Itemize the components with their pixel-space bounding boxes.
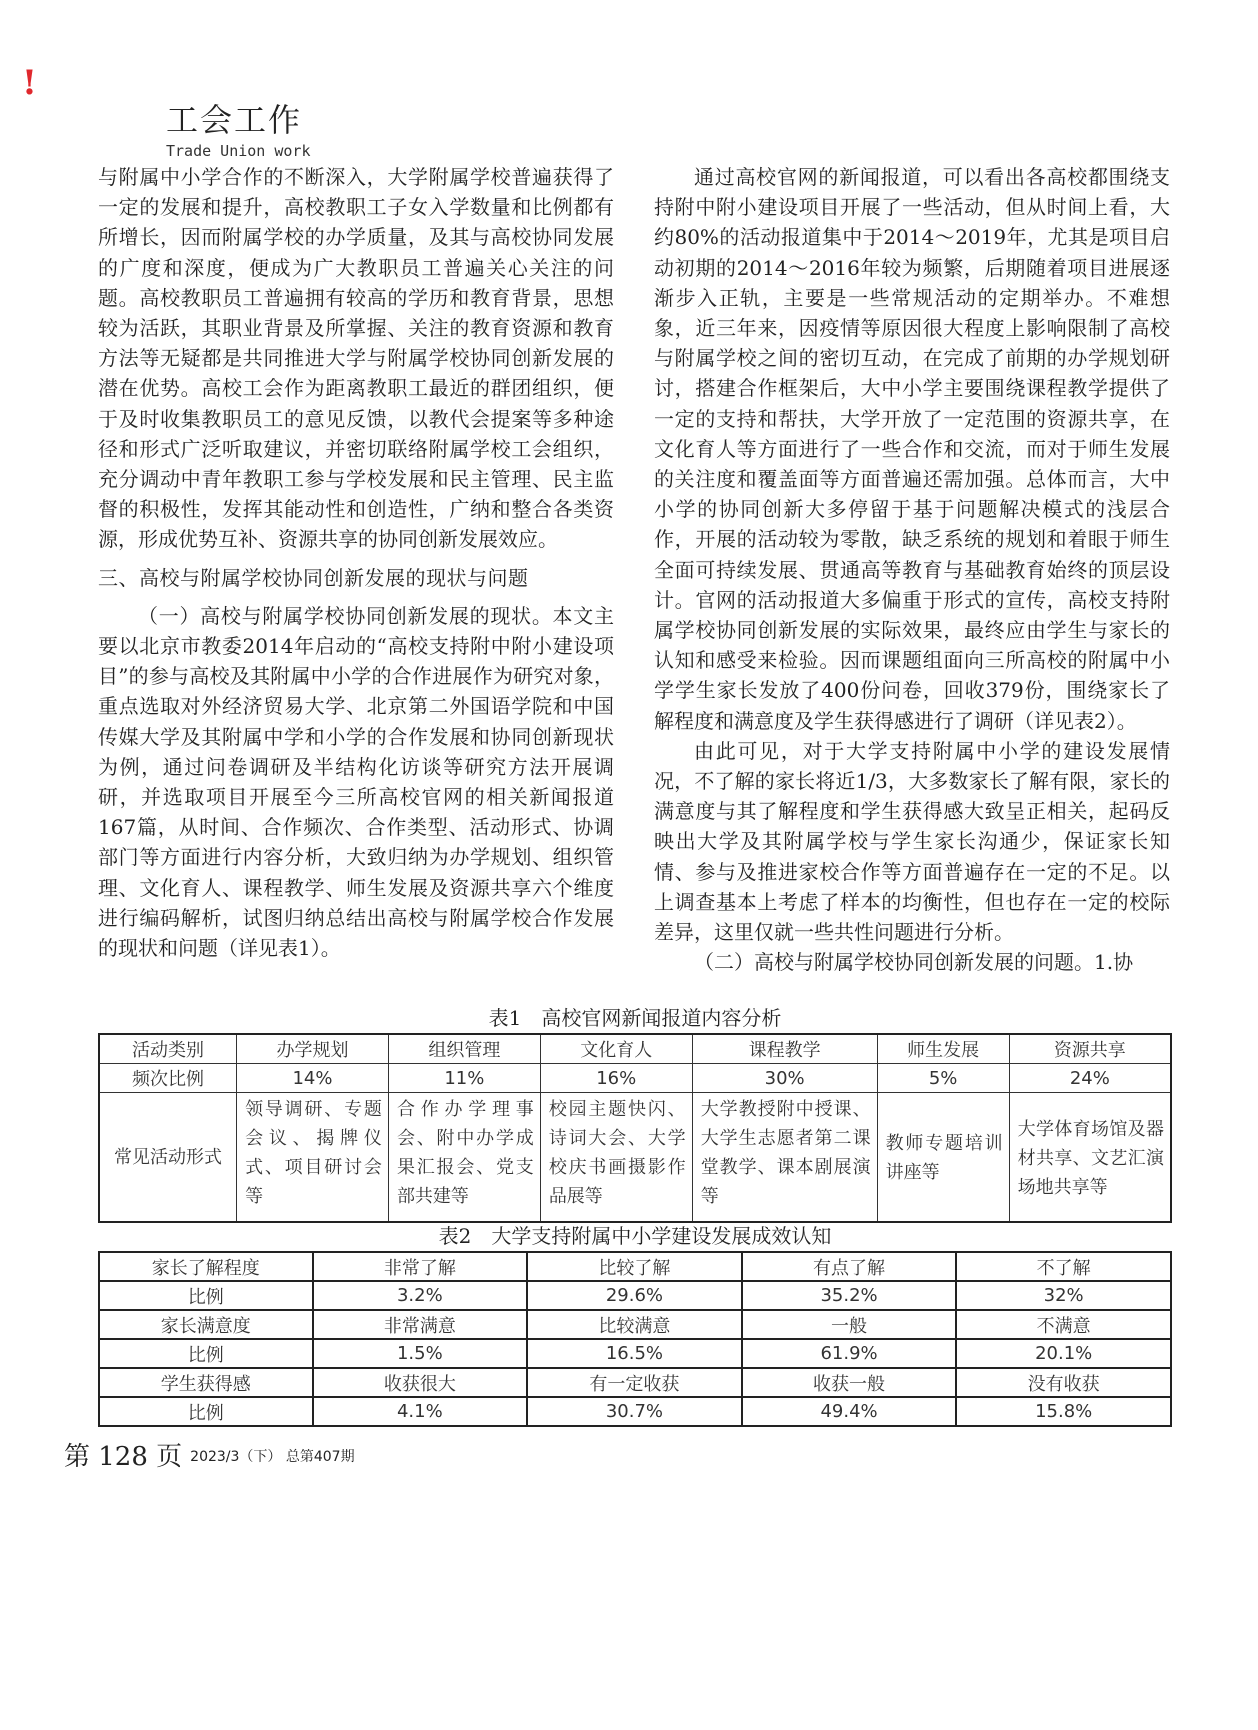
table-cell: 常见活动形式 <box>99 1093 237 1223</box>
table-cell: 24% <box>1009 1064 1171 1093</box>
page-footer <box>64 1444 355 1470</box>
table-cell: 11% <box>388 1064 540 1093</box>
table-row <box>99 1281 1171 1310</box>
table-cell: 资源共享 <box>1009 1034 1171 1064</box>
table2-caption: 表2 大学支持附属中小学建设发展成效认知 <box>438 1224 832 1248</box>
table-cell: 比较了解 <box>527 1252 742 1281</box>
right-paragraph-3: （二）高校与附属学校协同创新发展的问题。1.协 <box>694 950 1134 975</box>
table-cell: 3.2% <box>313 1281 528 1310</box>
table-cell: 活动类别 <box>99 1034 237 1064</box>
table-cell: 5% <box>877 1064 1009 1093</box>
table-cell: 1.5% <box>313 1339 528 1368</box>
table-cell: 组织管理 <box>388 1034 540 1064</box>
left-paragraph-1: 与附属中小学合作的不断深入，大学附属学校普遍获得了一定的发展和提升，高校教职工子女入学数量和比例都有所增长，因而附属学校的办学质量，及其与高校协同发展的广度和深度，便成为广大教职员工普遍关心关注的问题。高校教职员工普遍拥有较高的学历和教育背景，思想较为活跃，其职业背景及所掌握、关注的教育资源和教育方法等无疑都是共同推进大学与附属学校协同创新发展的潜在优势。高校工会作为距离教职工最近的群团组织，便于及时收集教职员工的意见反馈，以教代会提案等多种途径和形式广泛听取建议，并密切联络附属学校工会组织，充分调动中青年教职工参与学校发展和民主管理、民主监督的积极性，发挥其能动性和创造性，广纳和整合各类资源，形成优势互补、资源共享的协同创新发展效应。 <box>98 165 614 552</box>
table-cell: 61.9% <box>742 1339 957 1368</box>
table-cell: 办学规划 <box>237 1034 389 1064</box>
table-cell: 教师专题培训讲座等 <box>877 1093 1009 1223</box>
table-cell: 16% <box>540 1064 692 1093</box>
table-cell: 校园主题快闪、诗词大会、大学校庆书画摄影作品展等 <box>540 1093 692 1223</box>
table-row <box>99 1397 1171 1426</box>
table-cell: 49.4% <box>742 1397 957 1426</box>
table-cell: 合作办学理事会、附中办学成果汇报会、党支部共建等 <box>388 1093 540 1223</box>
table-cell: 大学体育场馆及器材共享、文艺汇演场地共享等 <box>1009 1093 1171 1223</box>
right-paragraph-2: 由此可见，对于大学支持附属中小学的建设发展情况，不了解的家长将近1/3，大多数家长了解有限，家长的满意度与其了解程度和学生获得感大致呈正相关，起码反映出大学及其附属学校与学生家长沟通少，保证家长知情、参与及推进家校合作等方面普遍存在一定的不足。以上调查基本上考虑了样本的均衡性，但也存在一定的校际差异，这里仅就一些共性问题进行分析。 <box>654 738 1170 945</box>
table-row <box>99 1064 1171 1093</box>
right-paragraph-1: 通过高校官网的新闻报道，可以看出各高校都围绕支持附中附小建设项目开展了一些活动，但从时间上看，大约80%的活动报道集中于2014～2019年，尤其是项目启动初期的2014～2016年较为频繁，后期随着项目进展逐渐步入正轨，主要是一些常规活动的定期举办。不难想象，近三年来，因疫情等原因很大程度上影响限制了高校与附属学校之间的密切互动，在完成了前期的办学规划研讨，搭建合作框架后，大中小学主要围绕课程教学提供了一定的支持和帮扶，大学开放了一定范围的资源共享，在文化育人等方面进行了一些合作和交流，而对于师生发展的关注度和覆盖面等方面普遍还需加强。总体而言，大中小学的协同创新大多停留于基于问题解决模式的浅层合作，开展的活动较为零散，缺乏系统的规划和着眼于师生全面可持续发展、贯通高等教育与基础教育始终的顶层设计。官网的活动报道大多偏重于形式的宣传，高校支持附属学校协同创新发展的实际效果，最终应由学生与家长的认知和感受来检验。因而课题组面向三所高校的附属中小学学生家长发放了400份问卷，回收379份，围绕家长了解程度和满意度及学生获得感进行了调研（详见表2）。 <box>654 165 1170 733</box>
table-cell: 非常满意 <box>313 1310 528 1339</box>
table1 <box>98 1033 1172 1223</box>
table-cell: 15.8% <box>956 1397 1171 1426</box>
table-cell: 不了解 <box>956 1252 1171 1281</box>
table-cell: 一般 <box>742 1310 957 1339</box>
table-cell: 非常了解 <box>313 1252 528 1281</box>
right-column <box>654 162 1170 977</box>
table-cell: 35.2% <box>742 1281 957 1310</box>
table-cell: 师生发展 <box>877 1034 1009 1064</box>
table-row <box>99 1252 1171 1281</box>
table-row <box>99 1310 1171 1339</box>
table-row <box>99 1034 1171 1064</box>
table1-caption: 表1 高校官网新闻报道内容分析 <box>488 1006 782 1030</box>
section-title-en: Trade Union work <box>166 142 311 160</box>
table-cell: 家长了解程度 <box>99 1252 313 1281</box>
table-cell: 频次比例 <box>99 1064 237 1093</box>
table-cell: 32% <box>956 1281 1171 1310</box>
table-cell: 领导调研、专题会议、揭牌仪式、项目研讨会等 <box>237 1093 389 1223</box>
issue-info: 2023/3（下） 总第407期 <box>190 1449 355 1465</box>
table-cell: 课程教学 <box>692 1034 877 1064</box>
table-cell: 不满意 <box>956 1310 1171 1339</box>
section-title-cn: 工会工作 <box>166 101 303 139</box>
table-cell: 29.6% <box>527 1281 742 1310</box>
left-paragraph-2: （一）高校与附属学校协同创新发展的现状。本文主要以北京市教委2014年启动的“高校支持附中附小建设项目”的参与高校及其附属中小学的合作进展作为研究对象，重点选取对外经济贸易大学、北京第二外国语学院和中国传媒大学及其附属中学和小学的合作发展和协同创新现状为例，通过问卷调研及半结构化访谈等研究方法开展调研，并选取项目开展至今三所高校官网的相关新闻报道167篇，从时间、合作频次、合作类型、活动形式、协调部门等方面进行内容分析，大致归纳为办学规划、组织管理、文化育人、课程教学、师生发展及资源共享六个维度进行编码解析，试图归纳总结出高校与附属学校合作发展的现状和问题（详见表1）。 <box>98 603 614 961</box>
table-row <box>99 1339 1171 1368</box>
section-heading-3: 三、高校与附属学校协同创新发展的现状与问题 <box>98 565 529 590</box>
table-cell: 学生获得感 <box>99 1368 313 1397</box>
table-cell: 比较满意 <box>527 1310 742 1339</box>
table-cell: 文化育人 <box>540 1034 692 1064</box>
table-cell: 30.7% <box>527 1397 742 1426</box>
table2 <box>98 1251 1172 1427</box>
table-cell: 14% <box>237 1064 389 1093</box>
table-cell: 有一定收获 <box>527 1368 742 1397</box>
red-exclamation-mark: ! <box>22 63 37 103</box>
table-cell: 收获很大 <box>313 1368 528 1397</box>
page-number: 第 128 页 <box>64 1442 183 1472</box>
table-cell: 30% <box>692 1064 877 1093</box>
table-cell: 20.1% <box>956 1339 1171 1368</box>
table-row <box>99 1093 1171 1223</box>
table-cell: 4.1% <box>313 1397 528 1426</box>
table-cell: 比例 <box>99 1339 313 1368</box>
table-cell: 家长满意度 <box>99 1310 313 1339</box>
left-column <box>98 162 614 963</box>
table-cell: 比例 <box>99 1397 313 1426</box>
table-cell: 没有收获 <box>956 1368 1171 1397</box>
table-cell: 16.5% <box>527 1339 742 1368</box>
section-header <box>166 101 311 160</box>
table-cell: 大学教授附中授课、大学生志愿者第二课堂教学、课本剧展演等 <box>692 1093 877 1223</box>
table-cell: 收获一般 <box>742 1368 957 1397</box>
table-cell: 有点了解 <box>742 1252 957 1281</box>
table-cell: 比例 <box>99 1281 313 1310</box>
table-row <box>99 1368 1171 1397</box>
